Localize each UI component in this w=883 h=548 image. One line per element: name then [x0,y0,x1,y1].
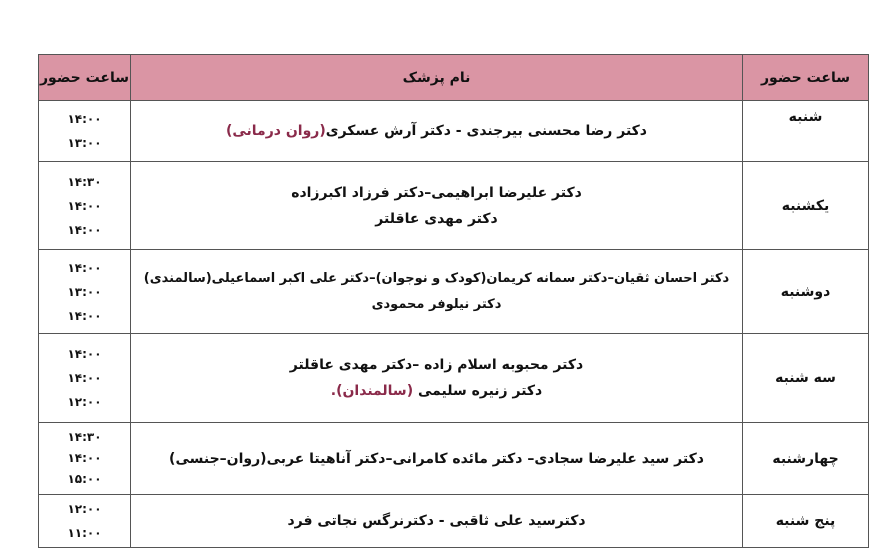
header-day: ساعت حضور [743,55,869,101]
time-cell [39,250,131,334]
doctor-line: دکتر مهدی عاقلتر [375,210,498,227]
doctor-line: دکتر نیلوفر محمودی [371,296,502,312]
time-value: ۱۲:۰۰ [67,395,102,409]
time-value: ۱۴:۰۰ [67,260,102,275]
time-value: ۱۴:۳۰ [67,430,102,444]
doctor-line: دکتر رضا محسنی بیرجندی - دکتر آرش عسکری [325,123,647,139]
time-value: ۱۵:۰۰ [67,472,102,486]
header-time: ساعت حضور [39,55,131,101]
table-row [39,423,869,495]
table-row [39,495,869,548]
time-value: ۱۴:۳۰ [67,174,102,189]
schedule-table [38,54,869,548]
specialty-note: (سالمندان). [330,383,414,399]
doctor-cell [131,495,743,548]
time-cell [39,423,131,495]
time-value: ۱۴:۰۰ [67,451,102,465]
doctor-cell [131,250,743,334]
doctor-line: دکتر زنیره سلیمی [417,383,543,399]
day-cell: یکشنبه [743,162,869,250]
doctor-line: دکترسید علی ثاقبی - دکترنرگس نجاتی فرد [287,513,586,529]
doctor-cell [131,101,743,162]
table-row [39,101,869,162]
day-cell: شنبه [743,101,869,162]
time-value: ۱۴:۰۰ [67,308,102,323]
day-cell: پنج شنبه [743,495,869,548]
header-doctor: نام پزشک [131,55,743,101]
time-cell [39,101,131,162]
time-cell [39,162,131,250]
day-cell: سه شنبه [743,334,869,423]
time-value: ۱۱:۰۰ [67,526,102,540]
header-row [39,55,869,101]
day-cell: دوشنبه [743,250,869,334]
time-value: ۱۳:۰۰ [67,284,102,299]
doctor-line: دکتر محبوبه اسلام زاده –دکتر مهدی عاقلتر [289,357,584,373]
time-value: ۱۴:۰۰ [67,222,102,237]
doctor-cell [131,423,743,495]
doctor-line: دکتر احسان ثقیان–دکتر سمانه کریمان(کودک و نوجوان)–دکتر علی اکبر اسماعیلی(سالمندی) [143,270,730,286]
time-value: ۱۴:۰۰ [67,112,102,126]
time-value: ۱۴:۰۰ [67,371,102,385]
time-value: ۱۳:۰۰ [67,136,102,150]
time-value: ۱۴:۰۰ [67,347,102,361]
table-row [39,334,869,423]
time-value: ۱۲:۰۰ [67,502,102,516]
doctor-line: دکتر سید علیرضا سجادی– دکتر مائده کامرانی–دکتر آناهیتا عربی(روان–جنسی) [169,450,704,467]
doctor-cell [131,162,743,250]
time-cell [39,495,131,548]
time-cell [39,334,131,423]
table-row [39,250,869,334]
specialty-note: (روان درمانی) [225,123,326,139]
doctor-cell [131,334,743,423]
doctor-line: دکتر علیرضا ابراهیمی–دکتر فرزاد اکبرزاده [291,184,582,201]
time-value: ۱۴:۰۰ [67,198,102,213]
day-cell: چهارشنبه [743,423,869,495]
table-row [39,162,869,250]
